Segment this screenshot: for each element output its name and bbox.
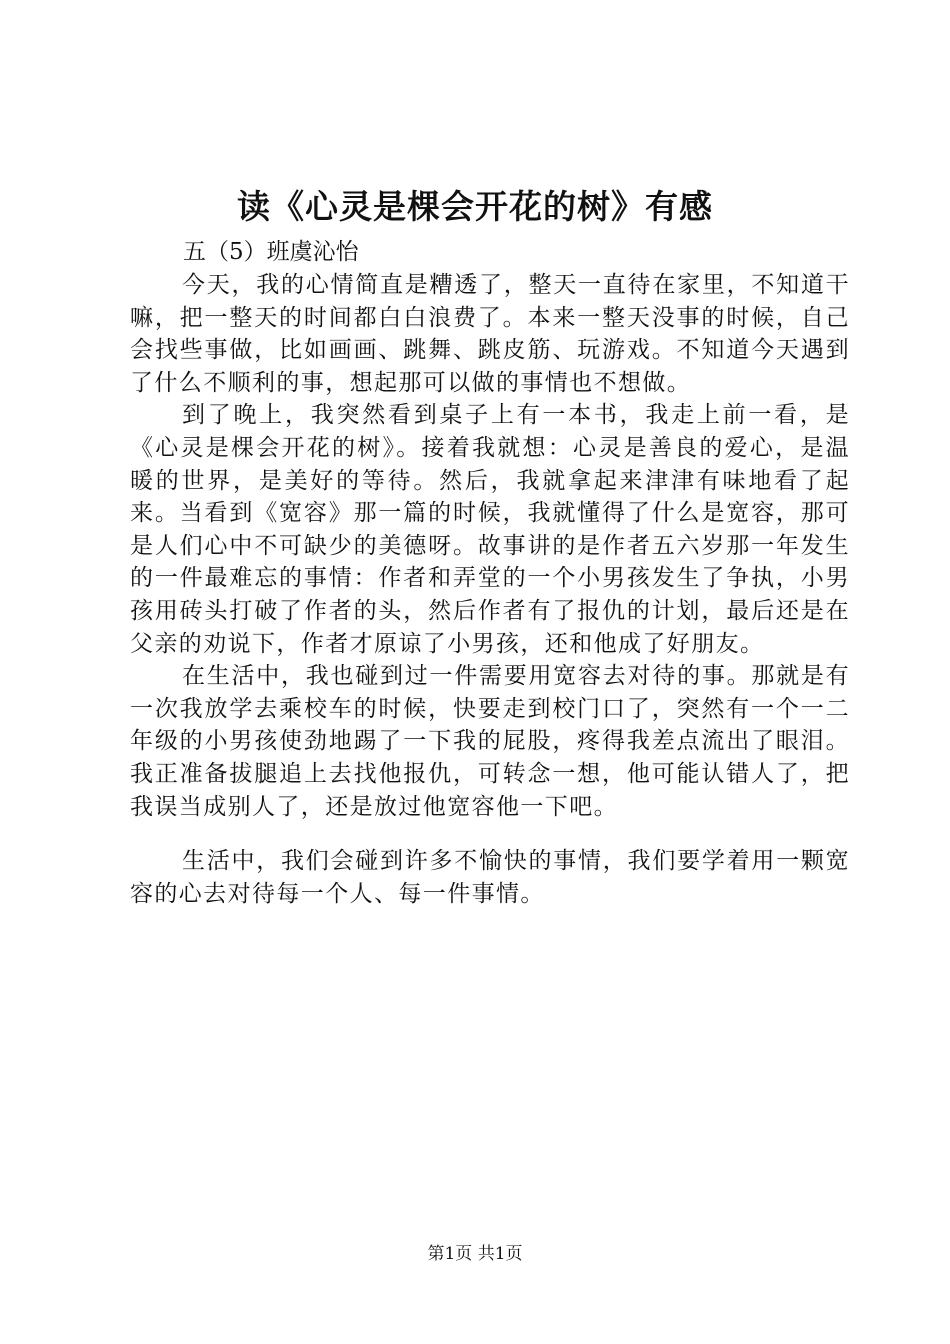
paragraph-3: 在生活中，我也碰到过一件需要用宽容去对待的事。那就是有一次我放学去乘校车的时候，快要走到校门口了，突然有一个一二年级的小男孩使劲地踢了一下我的屁股，疼得我差点流出了眼泪。我正准备拔腿追上去找他报仇，可转念一想，他可能认错人了，把我误当成别人了，还是放过他宽容他一下吧。	[130, 663, 850, 820]
author-line: 五（5）班虞沁怡	[183, 239, 359, 265]
document-title: 读《心灵是棵会开花的树》有感	[237, 187, 713, 226]
document-body	[130, 269, 850, 910]
paragraph-2: 到了晚上，我突然看到桌子上有一本书，我走上前一看，是《心灵是棵会开花的树》。接着我就想：心灵是善良的爱心，是温暖的世界，是美好的等待。然后，我就拿起来津津有味地看了起来。当看到《宽容》那一篇的时候，我就懂得了什么是宽容，那可是人们心中不可缺少的美德呀。故事讲的是作者五六岁那一年发生的一件最难忘的事情：作者和弄堂的一个小男孩发生了争执，小男孩用砖头打破了作者的头，然后作者有了报仇的计划，最后还是在父亲的劝说下，作者才原谅了小男孩，还和他成了好朋友。	[130, 402, 850, 657]
paragraph-4: 生活中，我们会碰到许多不愉快的事情，我们要学着用一颗宽容的心去对待每一个人、每一件事情。	[130, 848, 850, 907]
paragraph-1: 今天，我的心情简直是糟透了，整天一直待在家里，不知道干嘛，把一整天的时间都白白浪费了。本来一整天没事的时候，自己会找些事做，比如画画、跳舞、跳皮筋、玩游戏。不知道今天遇到了什么不顺利的事，想起那可以做的事情也不想做。	[130, 272, 850, 396]
page-footer: 第1页 共1页	[427, 1244, 523, 1264]
